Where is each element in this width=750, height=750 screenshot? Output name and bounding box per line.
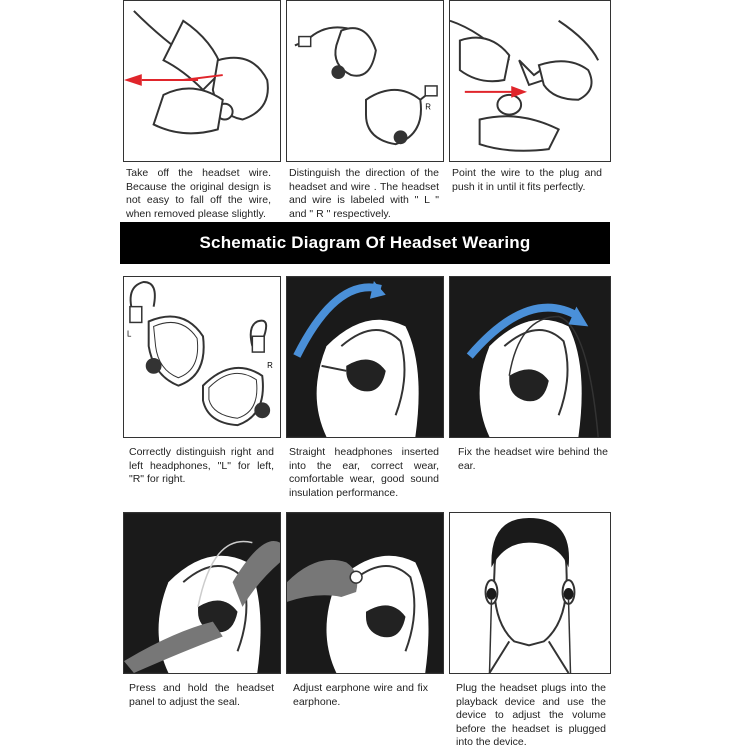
caption-step-4: Correctly distinguish right and left headphones, "L" for left, "R" for right. [129,446,274,485]
remove-wire-illustration [124,1,280,161]
panel-plug-device [449,512,611,674]
caption-step-9: Plug the headset plugs into the playback device and use the device to adjust the volume before the headset is plugged into the device. [456,682,606,748]
panel-fix-wire [449,276,611,438]
caption-step-2: Distinguish the direction of the headset and wire . The headset and wire is labeled with " L " and " R " respectively. [289,167,439,220]
panel-insert-ear [286,276,444,438]
panel-plug-wire [449,0,611,162]
banner-title: Schematic Diagram Of Headset Wearing [199,233,531,252]
l-label: L [126,329,132,339]
caption-step-6: Fix the headset wire behind the ear. [458,446,608,472]
caption-step-1: Take off the headset wire. Because the original design is not easy to fall off the wire, when removed please slightly. [126,167,271,220]
panel-left-right [123,276,281,438]
caption-step-7: Press and hold the headset panel to adjust the seal. [129,682,274,708]
section-banner [120,222,610,264]
distinguish-direction-illustration [287,1,443,161]
red-arrow-right-icon [511,86,527,98]
r-label: R [425,102,431,112]
red-arrow-left-icon [124,74,142,86]
caption-step-8: Adjust earphone wire and fix earphone. [293,682,428,708]
press-seal-illustration [124,513,280,673]
fix-wire-illustration [450,277,610,437]
r-label-2: R [267,360,273,370]
caption-step-5: Straight headphones inserted into the ear, correct wear, comfortable wear, good sound insulation performance. [289,446,439,499]
caption-step-3: Point the wire to the plug and push it in until it fits perfectly. [452,167,602,193]
plug-wire-illustration [450,1,610,161]
panel-adjust-wire [286,512,444,674]
left-right-headphones-illustration [124,277,280,437]
panel-press-seal [123,512,281,674]
adjust-wire-illustration [287,513,443,673]
insert-ear-illustration [287,277,443,437]
panel-remove-wire [123,0,281,162]
plug-device-illustration [450,513,610,673]
panel-distinguish-direction [286,0,444,162]
